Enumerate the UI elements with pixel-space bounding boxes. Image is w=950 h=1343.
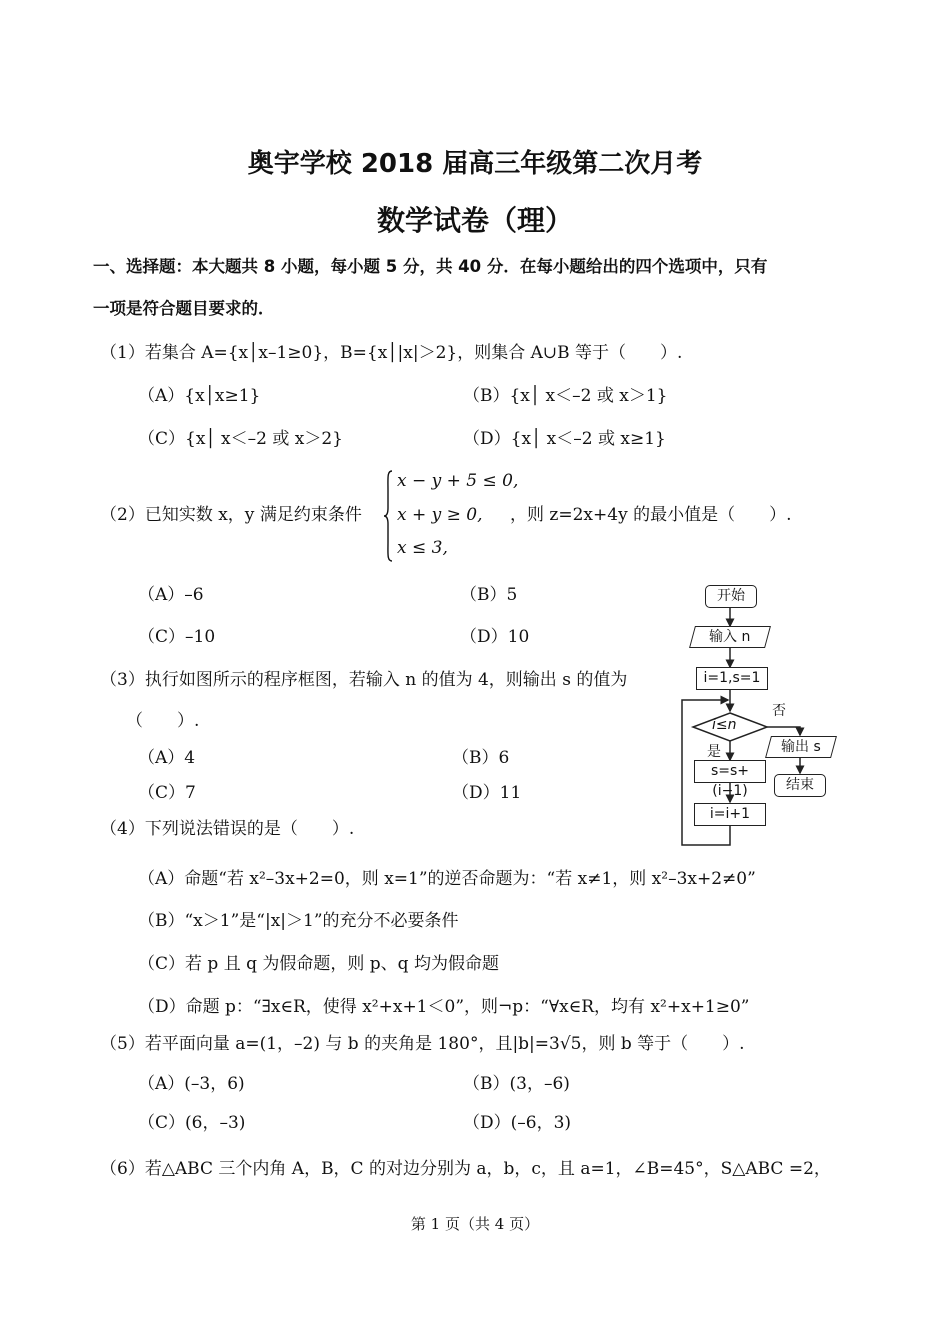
flowchart-update-s: s=s+(i−1) bbox=[694, 760, 766, 783]
q2-option-a: （A）–6 bbox=[138, 585, 204, 605]
flowchart-end: 结束 bbox=[774, 774, 826, 797]
flowchart-input-label: 输入 n bbox=[709, 629, 751, 645]
flowchart-yes-label: 是 bbox=[707, 744, 721, 760]
q3-stem: （3）执行如图所示的程序框图，若输入 n 的值为 4，则输出 s 的值为 bbox=[100, 670, 628, 690]
flowchart-input bbox=[689, 626, 771, 648]
constraint-brace bbox=[383, 470, 393, 562]
q2-stem-right: ，则 z=2x+4y 的最小值是（ ）. bbox=[510, 505, 792, 525]
q5-stem: （5）若平面向量 a=(1，–2) 与 b 的夹角是 180°，且|b|=3√5，则 b 等于（ ）. bbox=[100, 1034, 745, 1054]
q3-option-d: （D）11 bbox=[452, 783, 522, 803]
q2-constraint-2: x + y ≥ 0, bbox=[397, 505, 483, 525]
flowchart-no-label: 否 bbox=[772, 703, 786, 719]
flowchart-condition: i≤n bbox=[712, 717, 737, 733]
subject-title: 数学试卷（理） bbox=[376, 204, 573, 237]
q2-option-d: （D）10 bbox=[460, 627, 530, 647]
flowchart-init: i=1,s=1 bbox=[696, 667, 768, 690]
q1-option-b: （B）{x│ x＜–2 或 x＞1} bbox=[463, 386, 668, 406]
section-heading-line2: 一项是符合题目要求的． bbox=[93, 299, 275, 318]
flowchart-output-label: 输出 s bbox=[781, 739, 821, 755]
q2-constraint-3: x ≤ 3, bbox=[397, 538, 448, 558]
q5-option-c: （C）(6，–3) bbox=[138, 1113, 246, 1133]
q5-option-a: （A）(–3，6) bbox=[138, 1074, 245, 1094]
q4-stem: （4）下列说法错误的是（ ）. bbox=[100, 819, 355, 839]
q4-option-b: （B）“x＞1”是“|x|＞1”的充分不必要条件 bbox=[138, 911, 459, 931]
q4-option-a: （A）命题“若 x²–3x+2=0，则 x=1”的逆否命题为：“若 x≠1，则 x²–3x+2≠0” bbox=[138, 869, 756, 889]
q1-option-c: （C）{x│ x＜–2 或 x＞2} bbox=[138, 429, 343, 449]
q5-option-b: （B）(3，–6) bbox=[463, 1074, 570, 1094]
flowchart-update-i: i=i+1 bbox=[694, 803, 766, 826]
q3-option-a: （A）4 bbox=[138, 748, 196, 768]
q4-option-c: （C）若 p 且 q 为假命题，则 p、q 均为假命题 bbox=[138, 954, 499, 974]
q5-option-d: （D）(–6，3) bbox=[463, 1113, 572, 1133]
flowchart-start: 开始 bbox=[705, 585, 757, 608]
q1-option-d: （D）{x│ x＜–2 或 x≥1} bbox=[463, 429, 666, 449]
q6-stem: （6）若△ABC 三个内角 A，B，C 的对边分别为 a，b，c，且 a=1，∠B=45°，S△ABC =2， bbox=[100, 1159, 831, 1179]
q2-stem-left: （2）已知实数 x，y 满足约束条件 bbox=[100, 505, 362, 525]
q1-option-a: （A）{x│x≥1} bbox=[138, 386, 261, 406]
q3-option-b: （B）6 bbox=[452, 748, 510, 768]
q2-constraint-1: x − y + 5 ≤ 0, bbox=[397, 471, 519, 491]
q3-option-c: （C）7 bbox=[138, 783, 196, 803]
q2-option-c: （C）–10 bbox=[138, 627, 216, 647]
q3-stem-cont: （ ）. bbox=[126, 711, 200, 731]
page-number: 第 1 页（共 4 页） bbox=[410, 1215, 540, 1233]
q4-option-d: （D）命题 p：“∃x∈R，使得 x²+x+1＜0”，则¬p：“∀x∈R，均有 x²+x+1≥0” bbox=[138, 997, 750, 1017]
q2-option-b: （B）5 bbox=[460, 585, 518, 605]
school-title: 奥宇学校 2018 届高三年级第二次月考 bbox=[247, 149, 703, 179]
q1-stem: （1）若集合 A={x│x–1≥0}，B={x│|x|＞2}，则集合 A∪B 等于（ ）. bbox=[100, 343, 683, 363]
flowchart-output bbox=[765, 736, 837, 758]
section-heading-line1: 一、选择题：本大题共 8 小题，每小题 5 分，共 40 分．在每小题给出的四个选项中，只有 bbox=[93, 257, 768, 276]
